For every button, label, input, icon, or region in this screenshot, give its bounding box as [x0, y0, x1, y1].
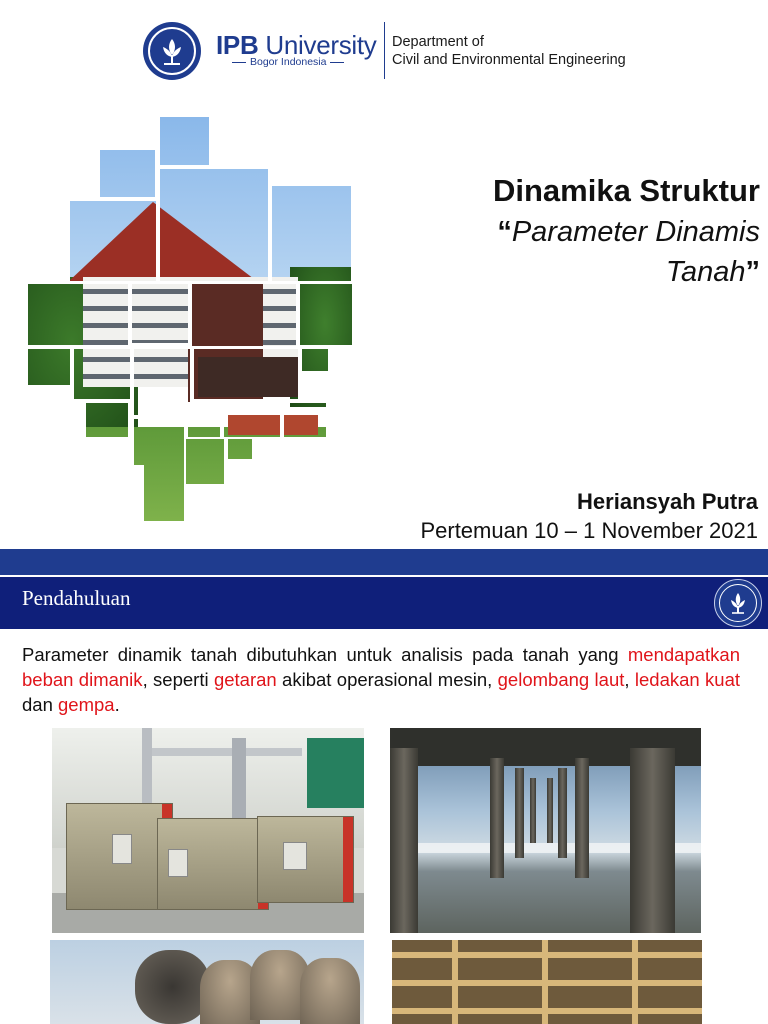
meeting-date: Pertemuan 10 – 1 November 2021 — [420, 518, 758, 543]
university-location: Bogor Indonesia — [232, 56, 344, 68]
pier-ocean-photo — [390, 728, 701, 933]
mosaic-tile — [192, 284, 296, 346]
mosaic-tile — [160, 169, 268, 281]
university-name: IPB University — [216, 30, 377, 60]
generator-room-photo — [52, 728, 364, 933]
section-title: Pendahuluan — [22, 586, 131, 610]
mosaic-tile — [300, 284, 352, 345]
mosaic-tile — [194, 349, 298, 399]
mosaic-tile — [134, 349, 190, 415]
author-name: Heriansyah Putra — [577, 489, 758, 514]
mosaic-tile — [28, 284, 128, 345]
foundation-rebar-photo — [392, 940, 702, 1024]
mosaic-tile — [188, 403, 220, 437]
mosaic-tile — [186, 439, 224, 484]
mosaic-tile — [134, 419, 184, 465]
mosaic-tile — [86, 403, 128, 437]
mosaic-tile — [144, 465, 184, 521]
mosaic-tile — [272, 186, 351, 281]
campus-photo-mosaic — [28, 117, 352, 522]
mosaic-tile — [284, 403, 326, 437]
top-band — [0, 549, 768, 575]
mosaic-tile — [70, 201, 156, 281]
slide-subtitle: “Parameter Dinamis Tanah” — [497, 216, 760, 288]
highlight-explosion: ledakan kuat — [634, 669, 741, 690]
mosaic-tile — [132, 284, 188, 343]
department-name: Department of Civil and Environmental Engineering — [392, 34, 626, 68]
highlight-earthquake: gempa — [58, 694, 115, 715]
ipb-seal-icon — [714, 579, 762, 627]
mosaic-tile — [74, 349, 130, 399]
content-slide — [0, 549, 768, 1024]
ipb-seal-logo — [143, 22, 201, 80]
highlight-dynamic-load: mendapatkan beban dimanik — [22, 644, 740, 690]
mosaic-tile — [228, 439, 252, 459]
mosaic-tile — [302, 349, 328, 371]
mosaic-tile — [100, 150, 155, 197]
intro-paragraph: Parameter dinamik tanah dibutuhkan untuk analisis pada tanah yang mendapatkan beban dimanik, seperti getaran akibat operasional mesin, gelombang laut, ledakan kuat dan gempa. — [22, 644, 741, 715]
slide-title: Dinamika Struktur — [492, 173, 760, 208]
mosaic-tile — [160, 117, 209, 165]
logo-divider — [384, 22, 385, 79]
mosaic-tile — [224, 403, 280, 437]
mosaic-tile — [28, 349, 70, 385]
explosion-photo — [50, 940, 364, 1024]
highlight-sea-wave: gelombang laut — [497, 669, 625, 690]
highlight-vibration: getaran — [213, 669, 277, 690]
